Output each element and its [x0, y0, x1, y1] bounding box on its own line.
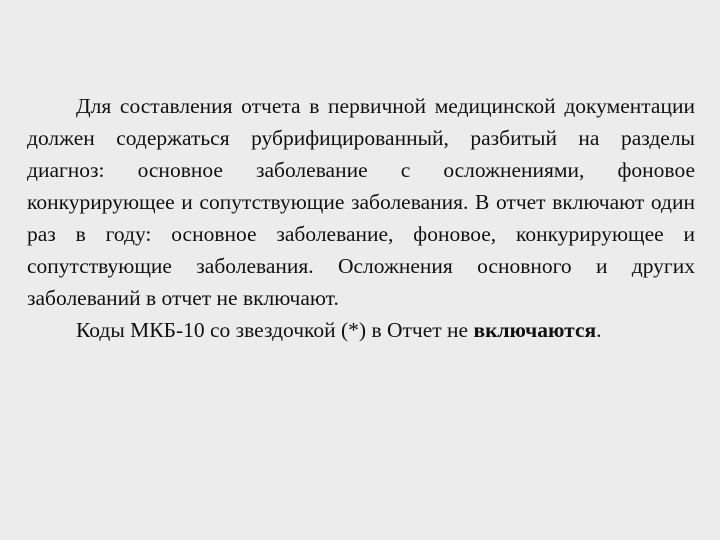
paragraph-1: Для составления отчета в первичной медицинской документации должен содержаться рубрифицированный, разбитый на разделы диагноз: основное заболевание с осложнениями, фоновое конкурирующее и сопутствующие заболевания. В отчет включают один раз в году: основное заболевание, фоновое, конкурирующее и сопутствующие заболевания. Осложнения основного и других заболеваний в отчет не включают.	[27, 94, 695, 310]
text-block	[27, 90, 695, 346]
paragraph-2	[27, 314, 695, 346]
paragraph-2-emphasis: включаются	[473, 318, 597, 342]
paragraph-2-end: .	[596, 318, 602, 342]
paragraph-2-text: Коды МКБ-10 со звездочкой (*) в Отчет не	[76, 318, 474, 342]
